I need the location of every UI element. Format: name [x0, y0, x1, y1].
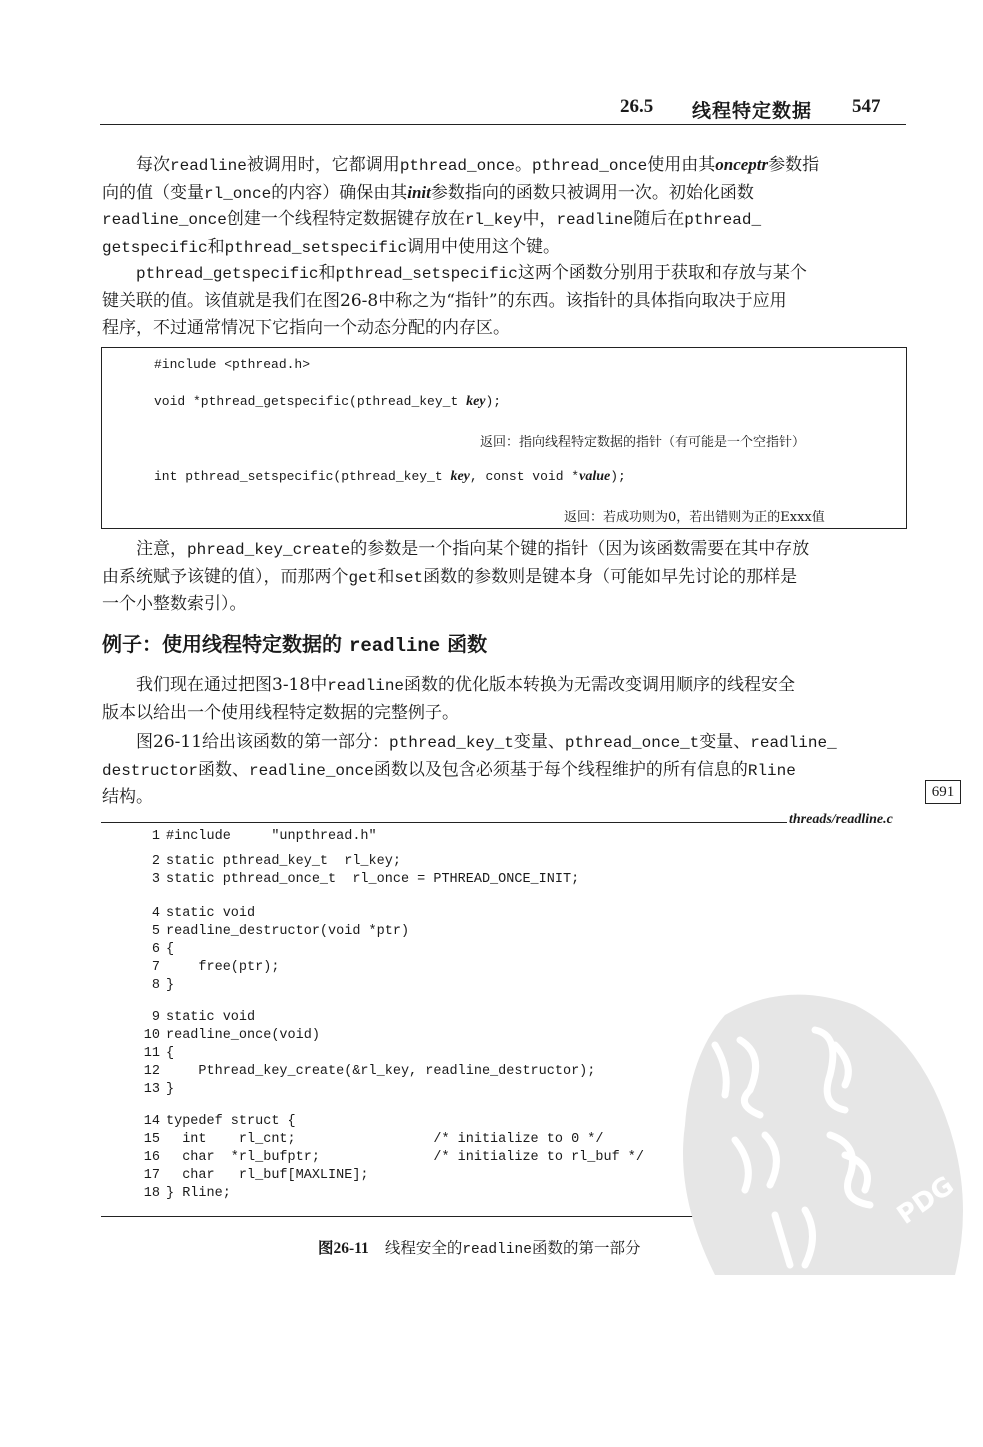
header-rule	[100, 124, 906, 125]
code-line	[136, 1045, 174, 1063]
inline-code: getspecific	[102, 238, 208, 257]
code-text: char *rl_bufptr; /* initialize to rl_buf */	[166, 1150, 644, 1165]
inline-code: pthread_	[684, 211, 762, 229]
text: 参数指	[768, 155, 820, 175]
code-text: #include "unpthread.h"	[166, 829, 377, 844]
code-text: {	[166, 1046, 175, 1061]
line-number: 1	[151, 829, 160, 844]
section-title: 线程特定数据	[692, 100, 813, 122]
code-text: char rl_buf[MAXLINE];	[166, 1168, 369, 1183]
getspecific-return-note: 返回：指向线程特定数据的指针（有可能是一个空指针）	[480, 435, 806, 450]
paragraph-2	[102, 260, 908, 343]
line-number: 17	[143, 1168, 160, 1183]
line-number: 11	[143, 1046, 160, 1061]
heading-text: 例子：使用线程特定数据的	[102, 632, 349, 656]
code-line	[136, 1009, 255, 1027]
text: 随后在	[633, 209, 685, 229]
setspecific-return-note: 返回：若成功则为0，若出错则为正的Exxx值	[564, 510, 825, 525]
text-line	[102, 700, 908, 728]
code-text: );	[485, 394, 502, 409]
code-text: int rl_cnt; /* initialize to 0 */	[166, 1132, 604, 1147]
line-number: 13	[143, 1082, 160, 1097]
paragraph-4	[102, 672, 908, 727]
line-number: 18	[143, 1186, 160, 1201]
text: 每次	[136, 155, 170, 175]
text: 的参数是一个指向某个键的指针（因为该函数需要在其中存放	[350, 539, 810, 559]
text: 由系统赋予该键的值），而那两个	[102, 566, 349, 587]
code-top-rule	[101, 822, 787, 823]
text-line	[102, 784, 908, 812]
text: 和	[318, 263, 336, 283]
inline-code: get	[348, 568, 378, 587]
inline-code: Rline	[747, 761, 796, 780]
param-name: value	[579, 469, 611, 484]
running-header	[620, 96, 895, 122]
code-text: }	[166, 1082, 175, 1097]
text: 注意，	[136, 539, 187, 559]
text: 。	[515, 155, 533, 175]
line-number: 9	[151, 1010, 160, 1025]
text: 结构。	[102, 787, 153, 807]
code-line	[136, 853, 401, 871]
param-name: key	[466, 394, 486, 409]
page-number: 547	[852, 96, 881, 117]
inline-code: phread_key_create	[187, 541, 351, 559]
function-prototype-box	[101, 347, 907, 529]
code-line	[136, 828, 377, 846]
text: 向的值（变量	[102, 182, 204, 203]
text-line	[102, 179, 908, 207]
code-line	[136, 941, 174, 959]
code-text: static pthread_key_t rl_key;	[166, 854, 401, 869]
figure-caption	[318, 1236, 640, 1258]
inline-code: rl_key	[464, 211, 523, 229]
text-line	[102, 729, 908, 757]
code-line	[136, 1131, 603, 1149]
code-line	[136, 923, 409, 941]
code-line	[136, 1081, 174, 1099]
code-text: }	[166, 978, 175, 993]
line-number: 5	[151, 924, 160, 939]
code-text: int pthread_setspecific(pthread_key_t	[154, 469, 451, 484]
line-number: 4	[151, 906, 160, 921]
watermark-seal-icon	[655, 975, 975, 1275]
line-number: 15	[143, 1132, 160, 1147]
inline-code: pthread_setspecific	[224, 238, 408, 257]
paragraph-1	[102, 151, 908, 261]
text: 版本以给出一个使用线程特定数据的完整例子。	[102, 702, 459, 723]
code-line	[136, 905, 255, 923]
text: 创建一个线程特定数据键存放在	[226, 209, 465, 229]
text: 和	[207, 236, 225, 257]
section-heading	[102, 628, 487, 657]
code-file-label-top: threads/readline.c	[789, 812, 893, 827]
code-text: readline_destructor(void *ptr)	[166, 924, 410, 939]
text-line	[102, 288, 908, 316]
inline-code: readline	[327, 677, 405, 695]
text: 和	[377, 566, 395, 587]
text-line	[102, 757, 908, 785]
code-text: , const void *	[469, 469, 580, 484]
text-line	[102, 151, 908, 179]
getspecific-prototype	[154, 394, 501, 410]
text: 函数、	[198, 759, 250, 780]
text: 我们现在通过把图3-18中	[136, 675, 328, 695]
line-number: 3	[151, 872, 160, 887]
inline-code: pthread_getspecific	[136, 265, 319, 283]
code-text: );	[610, 469, 626, 484]
line-number: 12	[143, 1064, 160, 1079]
text-line	[102, 260, 908, 288]
inline-code: readline	[556, 211, 634, 229]
text: 函数的优化版本转换为无需改变调用顺序的线程安全	[404, 675, 796, 695]
code-line	[136, 959, 279, 977]
paragraph-3	[102, 536, 908, 619]
inline-code: rl_once	[204, 184, 272, 203]
code-line	[136, 1027, 320, 1045]
code-line	[136, 1185, 231, 1203]
watermark-text: PDG	[891, 1170, 960, 1231]
text: 函数的参数则是键本身（可能如早先讨论的那样是	[423, 566, 798, 587]
line-number: 7	[151, 960, 160, 975]
text: 被调用时，它都调用	[246, 155, 400, 175]
text: 程序，不过通常情况下它指向一个动态分配的内存区。	[102, 318, 510, 338]
code-line	[136, 871, 579, 889]
heading-code: readline	[348, 635, 441, 657]
code-text: readline_once(void)	[166, 1028, 320, 1043]
line-number: 16	[143, 1150, 160, 1165]
code-line	[136, 977, 174, 995]
inline-code: set	[394, 568, 424, 587]
code-text: static void	[166, 1010, 256, 1025]
text-line	[102, 591, 908, 619]
line-number: 2	[151, 854, 160, 869]
code-text: Pthread_key_create(&rl_key, readline_destructor);	[166, 1064, 596, 1079]
text: 的内容）确保由其	[271, 182, 408, 203]
inline-code: pthread_once_t	[564, 734, 700, 752]
text-line	[102, 536, 908, 564]
text-line	[102, 206, 908, 234]
text: 参数指向的函数只被调用一次。初始化函数	[430, 182, 754, 203]
inline-code: readline_once	[102, 211, 227, 229]
text: 一个小整数索引）。	[102, 594, 247, 614]
section-number: 26.5	[620, 96, 654, 117]
inline-code: destructor	[102, 761, 199, 780]
text-line	[102, 315, 908, 343]
text: 图26-11给出该函数的第一部分：	[136, 732, 390, 752]
inline-code: pthread_key_t	[389, 734, 514, 752]
code-line	[136, 1167, 369, 1185]
caption-text: 线程安全的	[384, 1239, 463, 1257]
text: 使用由其	[647, 155, 716, 175]
setspecific-prototype	[154, 469, 626, 485]
text: 这两个函数分别用于获取和存放与某个	[517, 263, 807, 283]
line-number: 14	[143, 1114, 160, 1129]
inline-code: pthread_once	[532, 157, 648, 175]
figure-number: 图26-11	[318, 1240, 369, 1257]
code-text: {	[166, 942, 175, 957]
code-text: void *pthread_getspecific(pthread_key_t	[154, 394, 467, 409]
code-text: } Rline;	[166, 1186, 231, 1201]
code-text: static void	[166, 906, 256, 921]
heading-text: 函数	[440, 632, 488, 656]
code-text: free(ptr);	[166, 960, 280, 975]
inline-code: pthread_once	[399, 157, 516, 175]
code-text: typedef struct {	[166, 1114, 296, 1129]
margin-page-reference: 691	[925, 780, 961, 804]
text: 调用中使用这个键。	[407, 236, 561, 257]
code-text: static pthread_once_t rl_once = PTHREAD_ONCE_INIT;	[166, 872, 580, 887]
include-directive: #include <pthread.h>	[154, 357, 311, 372]
paragraph-5	[102, 729, 908, 812]
italic-term: init	[407, 182, 431, 202]
text: 函数以及包含必须基于每个线程维护的所有信息的	[373, 759, 748, 780]
inline-code: pthread_setspecific	[335, 265, 518, 283]
code-line	[136, 1063, 595, 1081]
text: 中，	[522, 209, 557, 229]
line-number: 6	[151, 942, 160, 957]
italic-term: onceptr	[715, 155, 769, 174]
text: 键关联的值。该值就是我们在图26-8中称之为“指针”的东西。该指针的具体指向取决于应用	[102, 290, 787, 311]
text-line	[102, 564, 908, 592]
text-line	[102, 234, 908, 262]
text: 变量、	[513, 732, 565, 752]
text: 变量、	[699, 732, 751, 752]
line-number: 8	[151, 978, 160, 993]
inline-code: readline_	[750, 734, 837, 752]
line-number: 10	[143, 1028, 160, 1043]
text-line	[102, 672, 908, 700]
code-line	[136, 1113, 296, 1131]
caption-code: readline	[462, 1242, 532, 1258]
param-name: key	[450, 469, 470, 484]
code-line	[136, 1149, 644, 1167]
caption-text: 函数的第一部分	[531, 1239, 641, 1257]
inline-code: readline	[170, 157, 247, 175]
inline-code: readline_once	[249, 761, 374, 780]
